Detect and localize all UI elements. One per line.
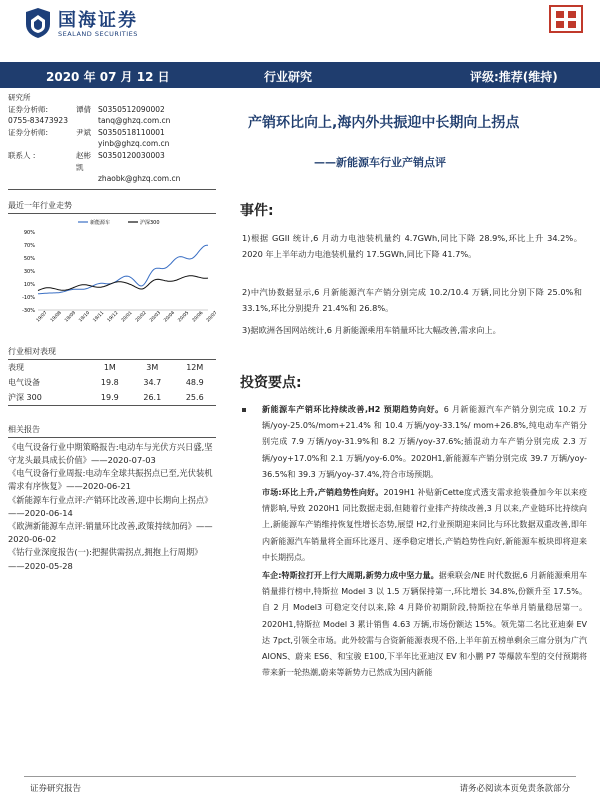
report-subtitle: ——新能源车行业产销点评 <box>314 156 446 169</box>
related-reports-list <box>8 441 216 573</box>
analyst-cert: S0350512090002 <box>98 104 165 114</box>
trend-title: 最近一年行业走势 <box>8 200 72 210</box>
x-tick-label: 20/02 <box>135 310 148 324</box>
footer-right: 请务必阅读本页免责条款部分 <box>459 784 570 794</box>
report-rating: 评级:推荐(维持) <box>470 70 558 84</box>
y-tick-label: -30% <box>22 307 35 314</box>
header-banner <box>0 62 600 88</box>
perf-row-3m: 34.7 <box>143 377 162 387</box>
invest-point-3 <box>242 568 587 681</box>
analyst-name <box>76 138 98 150</box>
invest-point-1-body: 6 月新能源汽车产销分别完成 10.2 万辆/yoy-25.0%/mom+21.4% 和 10.4 万辆/yoy-33.1%/ mom+26.8%,纯电动车产销分别完成 7.9 万辆/yoy-31.9%和 8.2 万辆/yoy-37.6%;插混动力车产销分别完成 2.3 万辆/yoy+17.0%和 2.1 万辆/yoy-6.0%。2020H1,新能源车产销分别完成 39.7 万辆/yoy-36.5%和 39.3 万辆/yoy-37.4%,符合市场预期。 <box>262 405 587 479</box>
list-item[interactable]: 《电气设备行业中期策略报告:电动车与光伏方兴日盛,坚守龙头最具成长价值》——2020-07-03 <box>8 441 213 465</box>
list-item[interactable]: 《新能源车行业点评:产销环比改善,迎中长期向上拐点》——2020-06-14 <box>8 494 213 518</box>
y-tick-label: 10% <box>23 281 35 288</box>
analyst-label: 证券分析师: <box>8 104 49 114</box>
page-footer <box>0 776 600 800</box>
x-tick-label: 19/11 <box>92 310 106 324</box>
analyst-cert[interactable]: zhaobk@ghzq.com.cn <box>98 174 181 184</box>
left-sidebar <box>8 92 219 573</box>
series-hs300-line <box>38 276 208 291</box>
perf-row-3m: 26.1 <box>143 392 162 402</box>
analyst-label <box>8 138 76 150</box>
x-tick-label: 19/07 <box>35 310 49 324</box>
invest-point-2-body: 2019H1 补贴新Cette度式透支需求抢装叠加今年以来疫情影响,导致 2020H1 同比数据走弱,但随着行业排产持续改善,3 月以来,产业链环比持续向上,新能源车产销维持恢复性增长态势,展望 H2,行业预期迎来同比与环比数据双重改善,即年内新能源汽车销量将全面环比逐月、逐季稳定增长,产销趋势性向好,新能源车板块即将迎来中长期拐点。 <box>262 488 587 562</box>
perf-header-12m: 12M <box>186 362 204 372</box>
event-item-2: 2)中汽协数据显示,6 月新能源汽车产销分别完成 10.2/10.4 万辆,同比分别下降 25.0%和 33.1%,环比分别提升 21.4%和 26.8%。 <box>242 287 582 313</box>
perf-row-12m: 48.9 <box>185 377 204 387</box>
table-row <box>8 390 216 405</box>
report-date: 2020 年 07 月 12 日 <box>46 70 170 84</box>
related-reports-title: 相关报告 <box>8 424 40 434</box>
event-item-1: 1)根据 GGII 统计,6 月动力电池装机量约 4.7GWh,同比下降 28.9%,环比上升 34.2%。2020 年上半年动力电池装机量约 17.5GWh,同比下降 41.7%。 <box>242 233 582 259</box>
analyst-label <box>8 173 76 185</box>
analyst-cert[interactable]: yinb@ghzq.com.cn <box>98 139 170 149</box>
perf-row-1m: 19.9 <box>100 392 119 402</box>
footer-left: 证券研究报告 <box>30 784 82 794</box>
x-tick-label: 20/06 <box>191 310 205 324</box>
trend-chart <box>8 214 219 332</box>
perf-row-1m: 19.8 <box>100 377 119 387</box>
analyst-name: 赵彬凯 <box>76 150 91 172</box>
event-item-3: 3)据欧洲各国网站统计,6 月新能源乘用车销量环比大幅改善,需求向上。 <box>242 325 501 335</box>
x-tick-label: 20/01 <box>120 310 134 324</box>
event-heading: 事件: <box>240 203 274 219</box>
logo-cn-text: 国海证券 <box>58 10 138 31</box>
analyst-name: 尹斌 <box>76 127 91 137</box>
invest-heading: 投资要点: <box>240 375 302 391</box>
invest-point-2 <box>242 485 587 566</box>
perf-header-label: 表现 <box>8 362 24 372</box>
x-tick-label: 19/08 <box>50 310 63 324</box>
analyst-row <box>8 127 216 139</box>
perf-header-3m: 3M <box>146 362 159 372</box>
seal-stamp-icon <box>546 4 586 34</box>
bullet-icon <box>242 408 246 412</box>
invest-point-3-lead: 车企:特斯拉打开上行大周期,新势力成中坚力量。 <box>262 571 439 581</box>
x-tick-label: 20/04 <box>163 310 177 324</box>
x-tick-label: 20/03 <box>149 310 162 324</box>
analyst-label: 0755-83473923 <box>8 116 68 126</box>
list-item[interactable]: 《电气设备行业周报:电动车全球共振拐点已至,光伏装机需求有序恢复》——2020-06-21 <box>8 468 213 492</box>
analyst-cert: S0350120030003 <box>98 150 165 160</box>
analyst-name <box>76 115 98 127</box>
analyst-label: 联系人 : <box>8 150 36 160</box>
analyst-row <box>8 138 216 150</box>
perf-row-12m: 25.6 <box>185 392 204 402</box>
research-dept-label: 研究所 <box>8 93 31 102</box>
perf-header-1m: 1M <box>103 362 116 372</box>
y-tick-label: 90% <box>23 229 35 236</box>
invest-points <box>242 402 587 681</box>
x-tick-label: 19/12 <box>106 310 120 324</box>
y-tick-label: 70% <box>23 242 35 249</box>
analyst-label: 证券分析师: <box>8 127 49 137</box>
series-new-energy-line <box>38 245 208 293</box>
analyst-row <box>8 173 216 185</box>
report-category: 行业研究 <box>264 70 313 84</box>
x-tick-label: 19/10 <box>78 310 92 324</box>
x-tick-label: 19/09 <box>64 310 77 324</box>
y-tick-label: 50% <box>23 255 35 262</box>
analyst-row <box>8 115 216 127</box>
legend-b-label: 沪深300 <box>140 219 160 226</box>
report-title: 产销环比向上,海内外共振迎中长期向上拐点 <box>248 115 520 131</box>
analyst-name: 谭倩 <box>76 104 91 114</box>
invest-point-1-lead: 新能源车产销环比持续改善,H2 预期趋势向好。 <box>262 405 444 414</box>
y-tick-label: 30% <box>23 268 35 275</box>
analyst-name <box>76 173 98 185</box>
invest-point-3-body: 据乘联会/NE 时代数据,6 月新能源乘用车销量排行榜中,特斯拉 Model 3 以 1.5 万辆保持第一,环比增长 34.8%,份额升至 17.5%。自 2 月 Model3 可稳定交付以来,除 4 月降价初期阶段,特斯拉在华单月销量稳居第一。2020H1,特斯拉 Model 3 累计销售 4.63 万辆,市场份额达 15%。领先第二名比亚迪秦 EV 达 7pct,引领全市场。此外较需与合资新能源表现不俗,上半年前五榜单剩余三席分别为广汽 AIONS、蔚来 ES6、和宝骏 E100,下半年比亚迪汉 EV 和小鹏 P7 等爆款车型的交付预期将带来新一轮热潮,蔚来等新势力已然成为国内新能 <box>262 571 587 678</box>
performance-table <box>8 360 216 405</box>
performance-header-row <box>8 360 216 375</box>
analyst-contacts <box>8 92 216 185</box>
company-logo <box>24 6 164 46</box>
invest-point-1 <box>242 402 587 483</box>
perf-row-name: 电气设备 <box>8 377 40 387</box>
table-row <box>8 375 216 390</box>
list-item[interactable]: 《欧洲新能源车点评:销量环比改善,政策持续加码》——2020-06-02 <box>8 520 213 545</box>
analyst-row <box>8 104 216 116</box>
logo-mark-icon <box>24 8 52 38</box>
list-item[interactable]: 《钴行业深度报告(一):把握供需拐点,拥抱上行周期》——2020-05-28 <box>8 547 203 571</box>
logo-en-text: SEALAND SECURITIES <box>58 30 138 38</box>
analyst-cert: S0350518110001 <box>98 127 165 137</box>
perf-row-name: 沪深 300 <box>8 392 42 402</box>
legend-a-label: 新能源车 <box>90 219 111 226</box>
y-tick-label: -10% <box>22 294 35 301</box>
invest-point-2-lead: 市场:环比上升,产销趋势性向好。 <box>262 488 384 498</box>
analyst-cert[interactable]: tanq@ghzq.com.cn <box>98 116 171 126</box>
analyst-row <box>8 150 216 173</box>
performance-title: 行业相对表现 <box>8 346 56 356</box>
x-tick-label: 20/07 <box>205 310 219 324</box>
x-tick-label: 20/05 <box>177 310 191 324</box>
